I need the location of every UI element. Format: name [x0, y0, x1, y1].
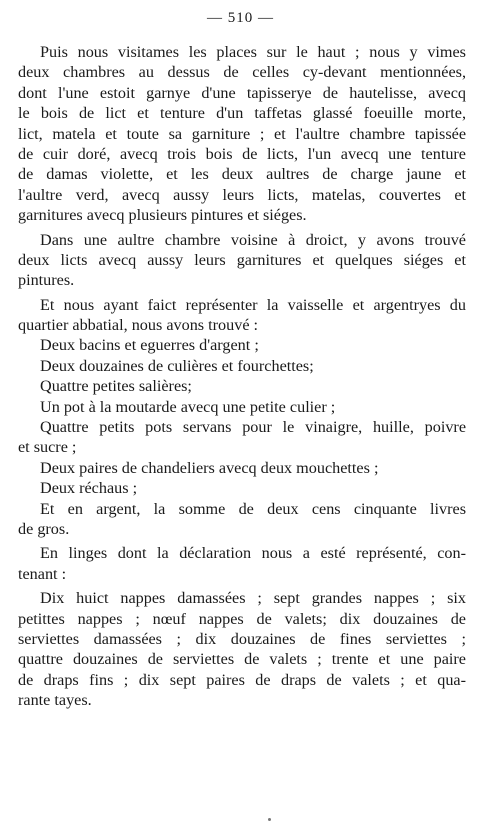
list-item: [18, 458, 466, 478]
list-item: [18, 417, 466, 458]
text-line: l'aultre verd, avecq aussy leurs licts, matelas, couvertes et: [18, 185, 466, 204]
text-line: le bois de lict et tenture d'un taffetas glassé foeuille morte,: [18, 104, 466, 123]
list-item: [18, 356, 466, 376]
text-line: serviettes damassées ; dix douzaines de fines serviettes ;: [18, 629, 466, 648]
text-line: de damas violette, et les deux aultres de charge jaune et: [18, 165, 466, 184]
paragraph: [18, 588, 466, 710]
text-line: Et nous ayant faict représenter la vaisselle et argentryes du: [40, 295, 466, 314]
text-line: Deux réchaus ;: [40, 479, 138, 498]
list-item: [18, 397, 466, 417]
text-line: de cuir doré, avecq trois bois de licts, l'un avecq une tenture: [18, 144, 466, 163]
paragraph: [18, 42, 466, 226]
paragraph: [18, 230, 466, 291]
text-line: Et en argent, la somme de deux cens cinquante livres: [40, 499, 466, 518]
text-line: rante tayes.: [18, 691, 92, 710]
text-line: Deux douzaines de culières et fourchettes;: [40, 356, 314, 375]
text-line: quattre douzaines de serviettes de valets ; trente et une paire: [18, 650, 466, 669]
text-line: Dans une aultre chambre voisine à droict, y avons trouvé: [40, 230, 466, 249]
text-line: deux chambres au dessus de celles cy-devant mentionnées,: [18, 63, 466, 82]
text-line: Un pot à la moutarde avecq une petite culier ;: [40, 397, 336, 416]
text-line: En linges dont la déclaration nous a esté représenté, con-: [40, 544, 466, 563]
body-text: [18, 42, 466, 711]
text-line: Dix huict nappes damassées ; sept grandes nappes ; six: [40, 589, 466, 608]
text-line: de draps fins ; dix sept paires de draps de valets ; et qua-: [18, 670, 466, 689]
text-line: Deux bacins et eguerres d'argent ;: [40, 336, 259, 355]
text-line: Deux paires de chandeliers avecq deux mouchettes ;: [40, 458, 379, 477]
text-line: garnitures avecq plusieurs pintures et siéges.: [18, 206, 307, 225]
text-line: petittes nappes ; nœuf nappes de valets; dix douzaines de: [18, 609, 466, 628]
text-line: Puis nous visitames les places sur le haut ; nous y vimes: [40, 43, 466, 61]
paragraph: [18, 499, 466, 540]
text-line: et sucre ;: [18, 438, 77, 457]
text-line: Quattre petites salières;: [40, 377, 192, 396]
text-line: tenant :: [18, 564, 67, 583]
text-line: dont l'une estoit garnye d'une tapisserye de hautelisse, avecq: [18, 83, 466, 102]
text-line: Quattre petits pots servans pour le vinaigre, huille, poivre: [40, 418, 466, 437]
text-line: quartier abbatial, nous avons trouvé :: [18, 316, 259, 335]
paragraph: [18, 295, 466, 336]
text-line: pintures.: [18, 271, 75, 290]
print-speck: [268, 818, 271, 821]
page-number: — 510 —: [207, 10, 274, 26]
text-line: deux licts avecq aussy leurs garnitures et quelques siéges et: [18, 250, 466, 269]
paragraph: [18, 543, 466, 584]
text-line: lict, matela et toute sa garniture ; et l'aultre chambre tapissée: [18, 124, 466, 143]
text-line: de gros.: [18, 519, 70, 538]
list-item: [18, 335, 466, 355]
list-item: [18, 478, 466, 498]
list-item: [18, 376, 466, 396]
